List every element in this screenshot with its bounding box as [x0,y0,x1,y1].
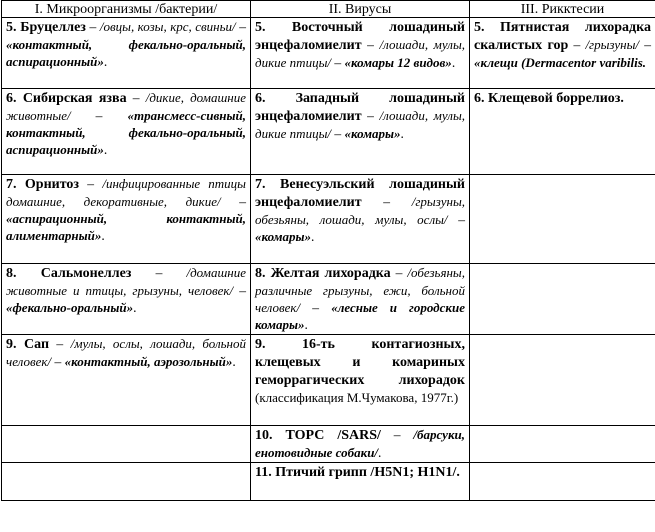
cell-eee: 5. Восточный лошадиный энцефаломиелит – /лошади, мулы, дикие птицы/ – «комары 12 видов». [251,18,470,89]
transmission: «комары» [344,126,401,141]
transmission: «контактный, аэрозольный» [64,354,233,369]
empty-cell [470,426,655,463]
cell-rmsf: 5. Пятнистая лихорадка скалистых гор – /грызуны/ – «клещи (Dermacentor varibilis. [470,18,655,89]
transmission: «клещи (Dermacentor varibilis. [474,55,647,70]
transmission: «комары» [255,229,312,244]
disease-title: 8. Желтая лихорадка [255,266,391,281]
table-row [2,18,655,89]
table-row [2,335,655,426]
cell-wee: 6. Западный лошадиный энцефаломиелит – /лошади, мулы, дикие птицы/ – «комары». [251,89,470,175]
transmission: «трансмесс-сивный, контактный, фекально-оральный, аспирационный» [6,108,246,157]
cell-avian-flu [251,463,470,501]
hosts: /инфицированные птицы домашние, декоративные, дикие/ [6,176,246,209]
hosts: /грызуны/ [585,37,640,52]
header-rickettsia: III. Рикктесии [470,1,655,18]
cell-borreliosis [470,89,655,175]
empty-cell [470,335,655,426]
header-row [2,1,655,18]
pathogen-table [1,0,655,501]
disease-title: 6. Западный лошадиный энцефаломиелит [255,91,465,124]
table-row [2,426,655,463]
hosts: /обезьяны, различные грызуны, ежи, больной человек/ [255,265,465,315]
empty-cell [2,463,251,501]
cell-salmonellosis: 8. Сальмонеллез – /домашние животные и птицы, грызуны, человек/ – «фекально-оральный». [2,264,251,335]
hosts: /домашние животные и птицы, грызуны, человек/ [6,265,246,298]
table-row [2,175,655,264]
cell-ornithosis: 7. Орнитоз – /инфицированные птицы домашние, декоративные, дикие/ – «аспирационный, контактный, алиментарный». [2,175,251,264]
cell-hemorrhagic-fevers [251,335,470,426]
disease-title: 5. Восточный лошадиный энцефаломиелит [255,20,465,53]
empty-cell [470,463,655,501]
transmission: «лесные и городские комары» [255,300,465,332]
cell-sars: 10. ТОРС /SARS/ – /барсуки, енотовидные собаки/. [251,426,470,463]
table-row [2,89,655,175]
disease-title: 7. Орнитоз [6,177,80,192]
cell-yellow-fever: 8. Желтая лихорадка – /обезьяны, различные грызуны, ежи, больной человек/ – «лесные и городские комары». [251,264,470,335]
cell-vee: 7. Венесуэльский лошадиный энцефаломиелит – /грызуны, обезьяны, лошади, мулы, ослы/ – «комары». [251,175,470,264]
disease-title: 11. Птичий грипп /H5N1; H1N1/. [255,465,460,480]
hosts: /дикие, домашние животные/ [6,90,247,123]
transmission: «комары 12 видов» [344,55,452,70]
table-row [2,463,655,501]
hosts: /грызуны, обезьяны, лошади, мулы, ослы/ [255,194,465,227]
cell-anthrax: 6. Сибирская язва – /дикие, домашние животные/ – «трансмесс-сивный, контактный, фекально-оральный, аспирационный». [2,89,251,175]
table-row [2,264,655,335]
disease-title: 5. Пятнистая лихорадка скалистых гор [474,20,651,53]
disease-title: 9. 16-ть контагиозных, клещевых и комариных геморрагических лихорадок [255,337,465,388]
disease-title: 10. ТОРС /SARS/ [255,428,381,443]
disease-title: 6. Сибирская язва [6,91,127,106]
disease-title: 6. Клещевой боррелиоз. [474,91,624,106]
disease-title: 9. Сап [6,337,50,352]
header-viruses: II. Вирусы [251,1,470,18]
transmission: /барсуки, енотовидные собаки/ [255,427,466,460]
header-bacteria: I. Микроорганизмы /бактерии/ [2,1,251,18]
cell-brucellosis: 5. Бруцеллез – /овцы, козы, крс, свиньи/ – «контактный, фекально-оральный, аспирационный». [2,18,251,89]
disease-title: 8. Сальмонеллез [6,266,132,281]
hosts: /лошади, мулы, дикие птицы/ [255,108,465,141]
hosts: /лошади, мулы, дикие птицы/ [255,37,465,70]
disease-title: 5. Бруцеллез [6,20,86,35]
transmission: «контактный, фекально-оральный, аспирационный» [6,37,246,69]
empty-cell [470,175,655,264]
empty-cell [470,264,655,335]
transmission: «фекально-оральный» [6,300,134,315]
empty-cell [2,426,251,463]
classification-note: (классификация М.Чумакова, 1977г.) [255,390,459,405]
disease-title: 7. Венесуэльский лошадиный энцефаломиелит [255,177,465,210]
hosts: /овцы, козы, крс, свиньи/ [99,19,236,34]
transmission: «аспирационный, контактный, алиментарный» [6,211,246,243]
hosts: /мулы, ослы, лошади, больной человек/ [6,336,247,369]
cell-glanders: 9. Сап – /мулы, ослы, лошади, больной человек/ – «контактный, аэрозольный». [2,335,251,426]
